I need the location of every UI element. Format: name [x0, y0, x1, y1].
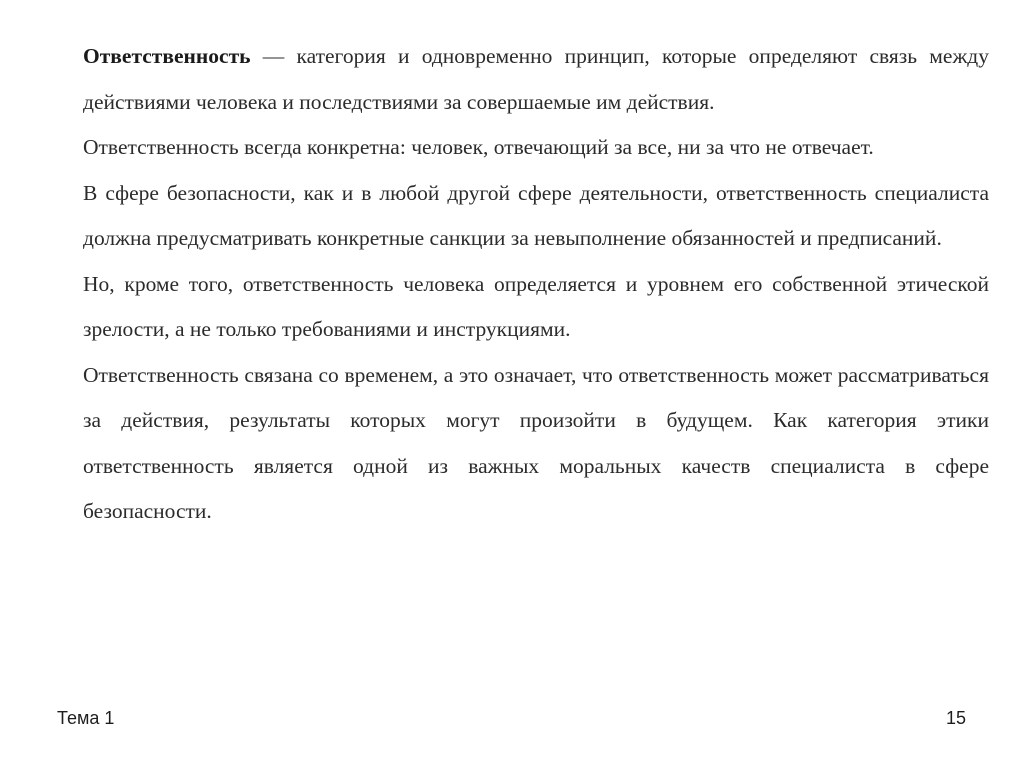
- paragraph-5: [83, 353, 989, 535]
- paragraph-4: [83, 262, 989, 353]
- paragraph-text: В сфере безопасности, как и в любой другой сфере деятельности, ответственность специалиста должна предусматривать конкретные санкции за невыполнение обязанностей и предписаний.: [83, 180, 989, 250]
- slide-body: [83, 34, 989, 535]
- paragraph-text: Но, кроме того, ответственность человека определяется и уровнем его собственной этической зрелости, а не только требованиями и инструкциями.: [83, 271, 989, 341]
- paragraph-text: Ответственность связана со временем, а это означает, что ответственность может рассматриваться за действия, результаты которых могут произойти в будущем. Как категория этики ответственность является одной из важных моральных качеств специалиста в сфере безопасности.: [83, 362, 989, 523]
- page-number: 15: [945, 708, 966, 728]
- footer-topic: Тема 1: [57, 708, 115, 728]
- defined-term: Ответственность: [83, 44, 251, 68]
- paragraph-3: [83, 171, 989, 262]
- paragraph-text: — категория и одновременно принцип, которые определяют связь между действиями человека и последствиями за совершаемые им действия.: [83, 44, 989, 114]
- paragraph-definition: [83, 34, 989, 125]
- paragraph-2: [83, 125, 989, 171]
- paragraph-text: Ответственность всегда конкретна: человек, отвечающий за все, ни за что не отвечает.: [83, 135, 874, 159]
